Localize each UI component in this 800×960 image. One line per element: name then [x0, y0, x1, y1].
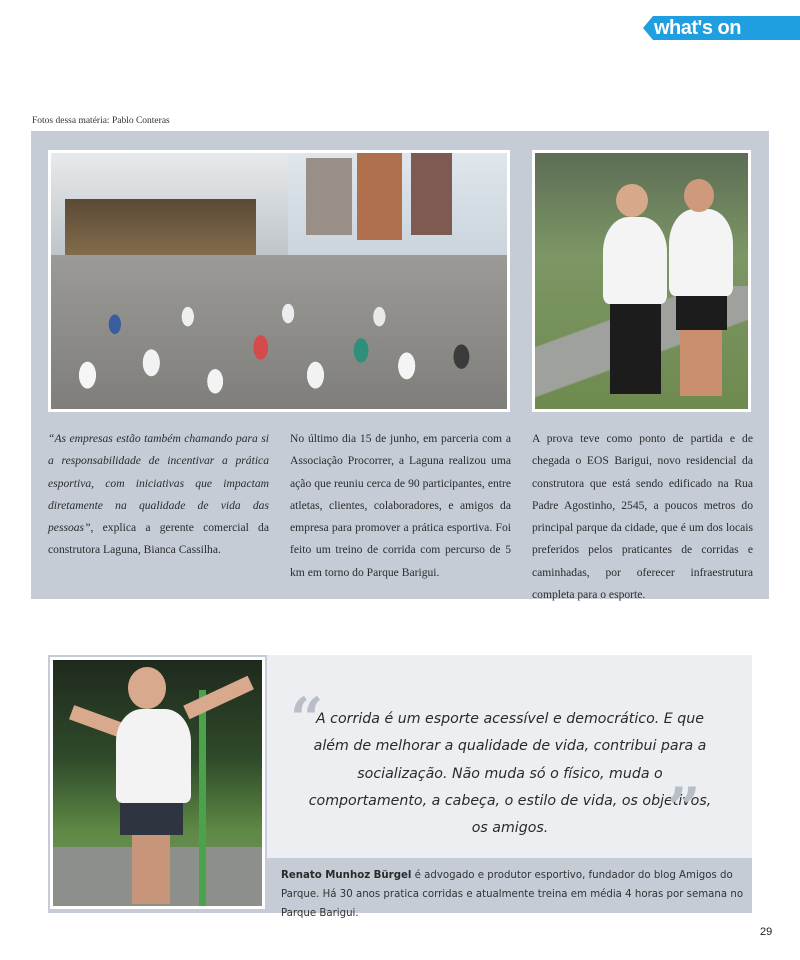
company-quote: “As empresas estão também chamando para si a responsabilidade de incentivar a prática esportiva, com iniciativas que impactam diretamente na qualidade de vida das pessoas”: [48, 432, 269, 535]
article-column-1: [48, 428, 269, 562]
open-quote-icon: “: [290, 685, 324, 753]
article-column-2: No último dia 15 de junho, em parceria com a Associação Procorrer, a Laguna realizou uma ação que reuniu cerca de 90 participantes, entre atletas, clientes, colaboradores, e amigos da empresa para promover a prática esportiva. Foi feito um treino de corrida com percurso de 5 km em torno do Parque Barigui.: [290, 432, 511, 579]
bio-name: Renato Munhoz Bürgel: [281, 870, 412, 881]
section-label: what's on: [654, 17, 741, 39]
close-quote-icon: ”: [667, 775, 701, 843]
quote-attribution: , explica a gerente comercial da construtora Laguna, Bianca Cassilha.: [48, 521, 269, 557]
photo-group-stretching: [48, 150, 510, 412]
photo-two-runners: [532, 150, 751, 412]
bio-description: é advogado e produtor esportivo, fundador do blog Amigos do Parque. Há 30 anos pratica corridas e atualmente treina em média 4 horas por semana no Parque Barigui.: [281, 870, 744, 919]
photo-man-waving: [50, 657, 265, 909]
bio-text: [281, 866, 747, 923]
page-number: 29: [760, 926, 773, 938]
article-column-3: A prova teve como ponto de partida e de chegada o EOS Barigui, novo residencial da construtora que está sendo edificado na Rua Padre Agostinho, 2545, a poucos metros do principal parque da cidade, que é um dos locais preferidos pelos praticantes de corridas e caminhadas, por oferecer infraestrutura completa para o esporte.: [532, 432, 753, 602]
pull-quote-text: A corrida é um esporte acessível e democrático. E que além de melhorar a qualidade de vida, contribui para a socialização. Não muda só o físico, muda o comportamento, a cabeça, o estilo de vida, os objetivos, os amigos.: [308, 711, 712, 837]
photo-credit: Fotos dessa matéria: Pablo Conteras: [32, 116, 170, 126]
